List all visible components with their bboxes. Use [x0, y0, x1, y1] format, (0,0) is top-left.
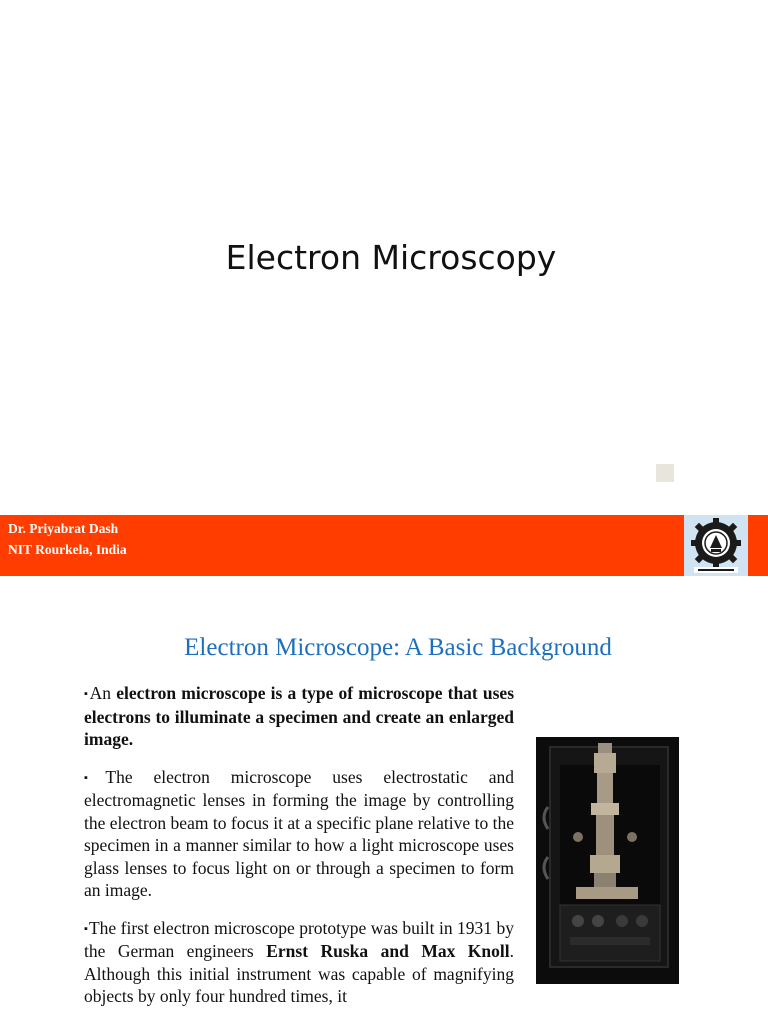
slide-title: Electron Microscopy: [225, 238, 557, 277]
bullet-icon: ▪: [84, 771, 105, 784]
gear-icon: [691, 518, 741, 568]
bullet-paragraph: [84, 682, 514, 751]
slide-marker: [656, 464, 674, 482]
bullet-paragraph: [84, 917, 514, 1008]
paragraph-text: . Although this initial instrument was capable of magnifying objects by only four hundred times, it: [84, 941, 515, 1006]
footer-bar: [0, 515, 768, 576]
bullet-icon: ▪: [84, 922, 88, 935]
bullet-list: [84, 682, 514, 1023]
paragraph-text: An: [89, 683, 117, 703]
bullet-paragraph: [84, 766, 514, 902]
footer-institution: NIT Rourkela, India: [8, 542, 127, 557]
electron-microscope-photo-icon: [536, 737, 679, 984]
paragraph-bold-text: electron microscope is a type of microscope that uses electrons to illuminate a specimen and create an enlarged image.: [84, 683, 515, 749]
institute-logo-icon: [684, 515, 748, 576]
footer-author: Dr. Priyabrat Dash: [8, 521, 119, 536]
paragraph-bold-text: Ernst Ruska and Max Knoll: [266, 941, 510, 961]
content-slide-title: Electron Microscope: A Basic Background: [184, 634, 612, 661]
paragraph-text: The first electron microscope prototype was built in 1931 by the German engineers: [84, 917, 514, 961]
bullet-icon: ▪: [84, 688, 89, 700]
paragraph-text: The electron microscope uses electrostatic and electromagnetic lenses in forming the image by controlling the electron beam to focus it at a specific plane relative to the specimen in a manner similar to how a light microscope uses glass lenses to focus light on or through a specimen to form an image.: [84, 766, 515, 900]
